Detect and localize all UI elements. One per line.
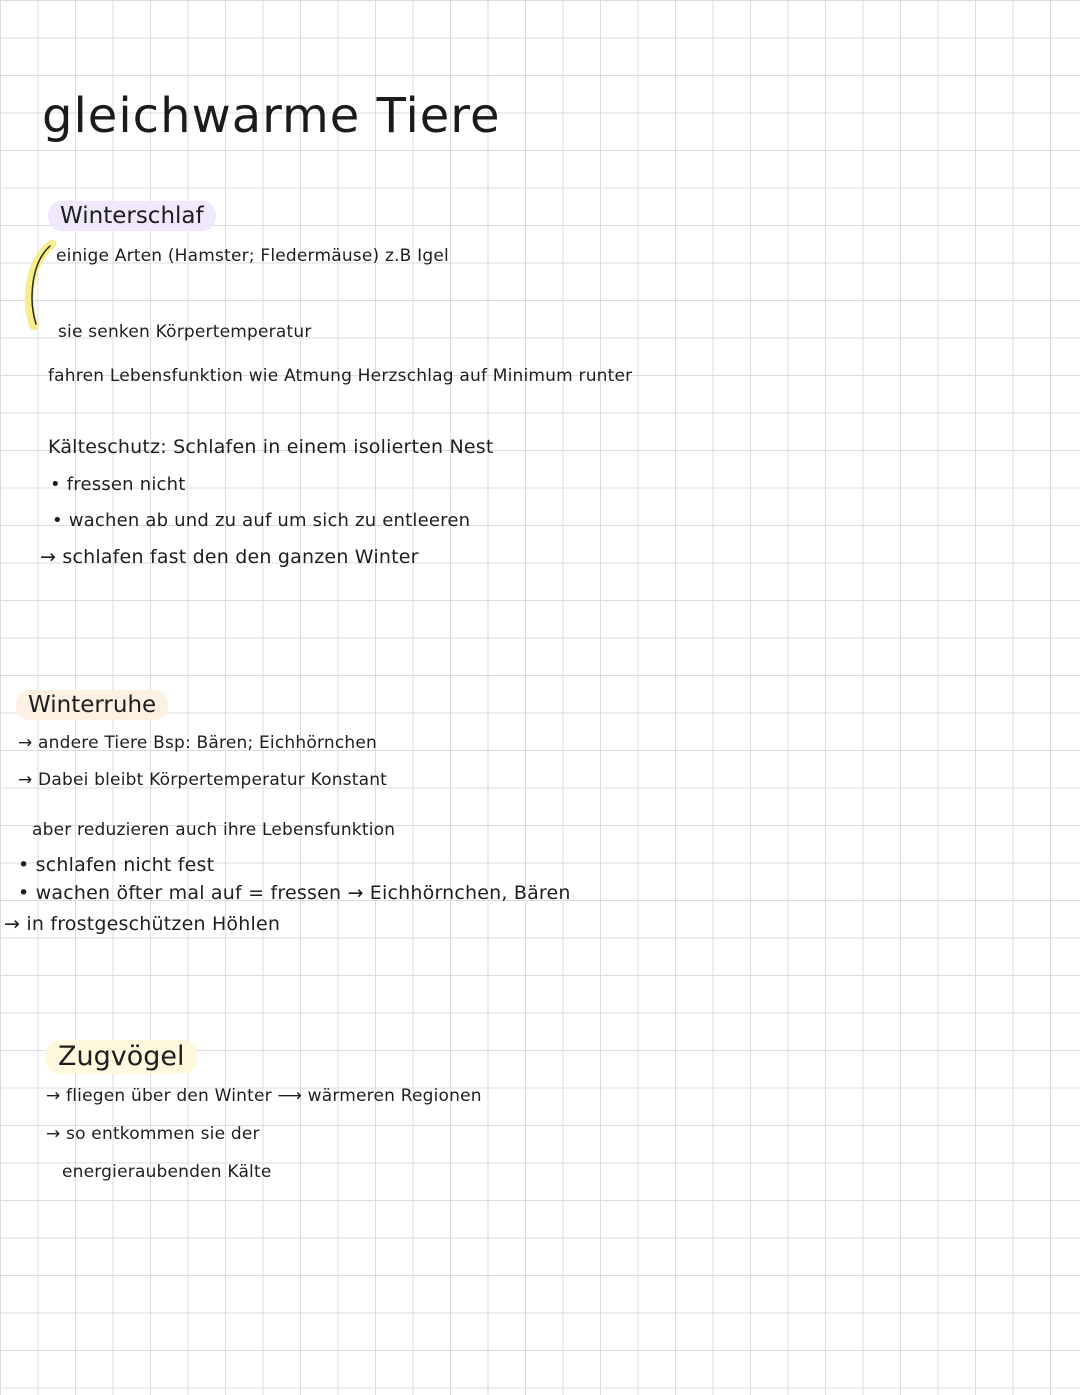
note-line: → fliegen über den Winter ⟶ wärmeren Regionen [46, 1086, 482, 1106]
note-line: einige Arten (Hamster; Fledermäuse) z.B Igel [56, 246, 449, 266]
note-line: Kälteschutz: Schlafen in einem isolierten Nest [48, 436, 494, 458]
note-line: → Dabei bleibt Körpertemperatur Konstant [18, 770, 388, 790]
note-line: sie senken Körpertemperatur [58, 322, 312, 342]
heading-zugvoegel: Zugvögel [46, 1040, 197, 1074]
note-line: → in frostgeschützen Höhlen [4, 913, 281, 935]
note-line: → schlafen fast den den ganzen Winter [40, 546, 419, 568]
note-line: • fressen nicht [50, 474, 186, 495]
note-line: aber reduzieren auch ihre Lebensfunktion [32, 820, 396, 840]
heading-winterschlaf: Winterschlaf [48, 201, 216, 231]
note-line: • schlafen nicht fest [18, 854, 215, 876]
note-line: fahren Lebensfunktion wie Atmung Herzschlag auf Minimum runter [48, 366, 633, 386]
heading-winterruhe: Winterruhe [16, 690, 168, 720]
note-line: → so entkommen sie der [46, 1124, 260, 1144]
bracket-mark [20, 240, 56, 330]
note-line: → andere Tiere Bsp: Bären; Eichhörnchen [18, 733, 377, 753]
note-line: energieraubenden Kälte [62, 1162, 272, 1182]
page-title: gleichwarme Tiere [42, 88, 501, 144]
note-line: • wachen öfter mal auf = fressen → Eichhörnchen, Bären [18, 882, 571, 904]
note-line: • wachen ab und zu auf um sich zu entleeren [52, 510, 471, 531]
